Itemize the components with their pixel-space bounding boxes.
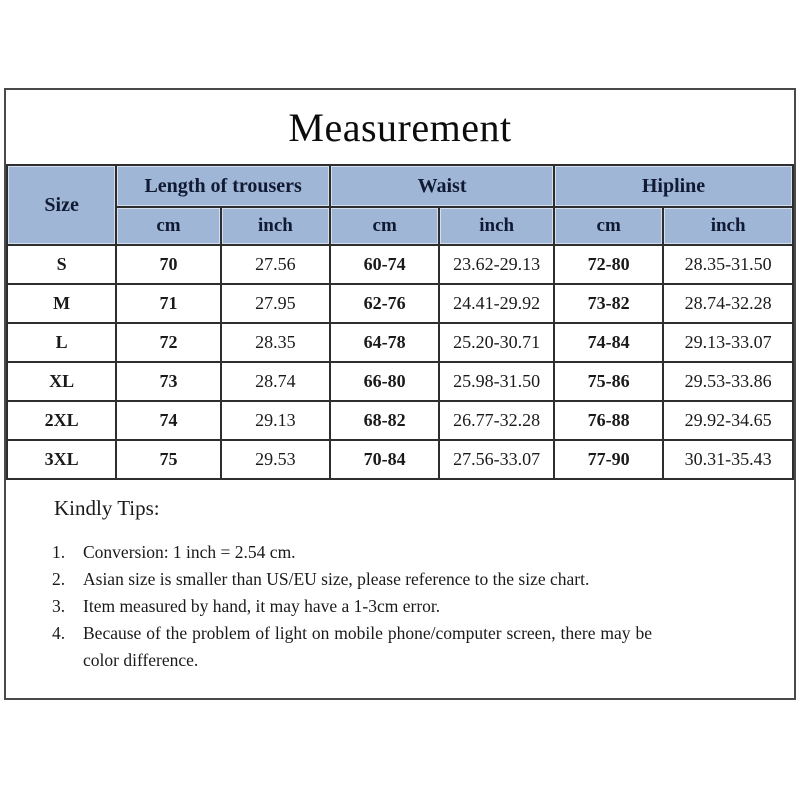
table-cell: 29.53 <box>221 440 330 479</box>
table-cell: 70-84 <box>330 440 439 479</box>
tip-number: 4. <box>52 623 66 643</box>
table-cell: 29.13 <box>221 401 330 440</box>
table-cell: 72 <box>116 323 221 362</box>
size-label: XL <box>7 362 116 401</box>
table-cell: 60-74 <box>330 245 439 284</box>
table-cell: 25.20-30.71 <box>439 323 554 362</box>
measurement-table <box>6 164 794 480</box>
table-cell: 29.92-34.65 <box>663 401 793 440</box>
table-row-l <box>7 323 793 362</box>
tip-text: Because of the problem of light on mobile phone/computer screen, there may be color difference. <box>83 623 652 670</box>
page-title: Measurement <box>288 104 512 150</box>
tips-list <box>52 539 652 674</box>
size-label: L <box>7 323 116 362</box>
table-cell: 23.62-29.13 <box>439 245 554 284</box>
table-row-s <box>7 245 793 284</box>
table-cell: 70 <box>116 245 221 284</box>
size-label: 3XL <box>7 440 116 479</box>
table-cell: 77-90 <box>554 440 663 479</box>
table-cell: 26.77-32.28 <box>439 401 554 440</box>
table-cell: 75-86 <box>554 362 663 401</box>
unit-header-length-inch: inch <box>221 207 330 245</box>
table-cell: 27.56-33.07 <box>439 440 554 479</box>
tip-text: Asian size is smaller than US/EU size, please reference to the size chart. <box>83 569 590 589</box>
column-group-waist: Waist <box>330 165 554 207</box>
table-cell: 74-84 <box>554 323 663 362</box>
table-cell: 27.95 <box>221 284 330 323</box>
table-row-m <box>7 284 793 323</box>
title-bar <box>6 90 794 164</box>
tip-text: Conversion: 1 inch = 2.54 cm. <box>83 542 296 562</box>
table-cell: 71 <box>116 284 221 323</box>
tips-heading: Kindly Tips: <box>54 496 160 520</box>
table-cell: 73-82 <box>554 284 663 323</box>
table-cell: 64-78 <box>330 323 439 362</box>
table-cell: 62-76 <box>330 284 439 323</box>
tip-number: 1. <box>52 542 66 562</box>
unit-header-waist-cm: cm <box>330 207 439 245</box>
size-chart-panel <box>4 88 796 700</box>
unit-header-hipline-inch: inch <box>663 207 793 245</box>
table-cell: 25.98-31.50 <box>439 362 554 401</box>
tip-item <box>52 539 652 566</box>
table-cell: 30.31-35.43 <box>663 440 793 479</box>
table-cell: 27.56 <box>221 245 330 284</box>
table-cell: 73 <box>116 362 221 401</box>
table-cell: 28.35-31.50 <box>663 245 793 284</box>
unit-header-waist-inch: inch <box>439 207 554 245</box>
column-header-size: Size <box>7 165 116 245</box>
unit-header-length-cm: cm <box>116 207 221 245</box>
table-cell: 28.74 <box>221 362 330 401</box>
table-cell: 24.41-29.92 <box>439 284 554 323</box>
table-cell: 74 <box>116 401 221 440</box>
tip-item <box>52 593 652 620</box>
column-group-hipline: Hipline <box>554 165 793 207</box>
tip-item <box>52 620 652 674</box>
table-row-2xl <box>7 401 793 440</box>
size-label: M <box>7 284 116 323</box>
tip-item <box>52 566 652 593</box>
column-group-length-of-trousers: Length of trousers <box>116 165 330 207</box>
unit-header-hipline-cm: cm <box>554 207 663 245</box>
table-header-group-row <box>7 165 793 207</box>
table-cell: 76-88 <box>554 401 663 440</box>
tip-number: 2. <box>52 569 66 589</box>
table-cell: 66-80 <box>330 362 439 401</box>
kindly-tips-section <box>6 480 794 674</box>
table-cell: 75 <box>116 440 221 479</box>
tip-text: Item measured by hand, it may have a 1-3cm error. <box>83 596 441 616</box>
size-label: S <box>7 245 116 284</box>
table-cell: 28.35 <box>221 323 330 362</box>
table-cell: 28.74-32.28 <box>663 284 793 323</box>
table-cell: 29.13-33.07 <box>663 323 793 362</box>
table-cell: 68-82 <box>330 401 439 440</box>
table-row-xl <box>7 362 793 401</box>
table-row-3xl <box>7 440 793 479</box>
table-header-unit-row <box>7 207 793 245</box>
table-cell: 72-80 <box>554 245 663 284</box>
table-cell: 29.53-33.86 <box>663 362 793 401</box>
tip-number: 3. <box>52 596 66 616</box>
size-label: 2XL <box>7 401 116 440</box>
